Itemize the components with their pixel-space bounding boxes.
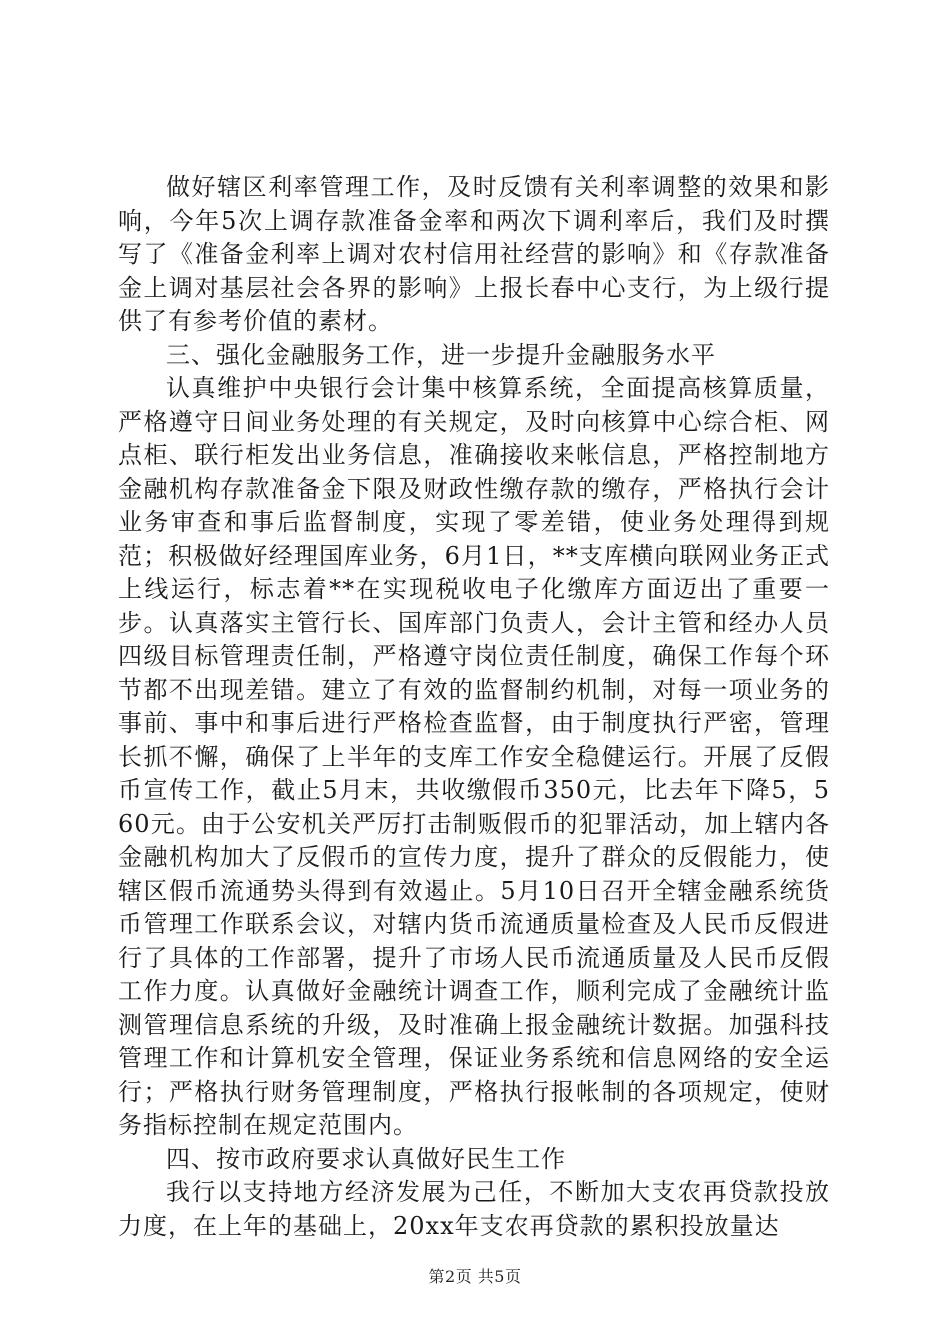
paragraph-interest-rate-management: 做好辖区利率管理工作，及时反馈有关利率调整的效果和影响，今年5次上调存款准备金率和两次下调利率后，我们及时撰写了《准备金利率上调对农村信用社经营的影响》和《存款准备金上调对基层社会各界的影响》上报长春中心支行，为上级行提供了有参考价值的素材。 [118,173,830,335]
section-heading-financial-services: 三、强化金融服务工作，进一步提升金融服务水平 [166,340,716,369]
section-heading-livelihood-work: 四、按市政府要求认真做好民生工作 [166,1144,566,1173]
paragraph-livelihood-work: 我行以支持地方经济发展为己任，不断加大支农再贷款投放力度，在上年的基础上，20xx年支农再贷款的累积投放量达 [118,1178,830,1240]
paragraph-financial-services: 认真维护中央银行会计集中核算系统，全面提高核算质量，严格遵守日间业务处理的有关规定，及时向核算中心综合柜、网点柜、联行柜发出业务信息，准确接收来帐信息，严格控制地方金融机构存款准备金下限及财政性缴存款的缴存，严格执行会计业务审查和事后监督制度，实现了零差错，使业务处理得到规范；积极做好经理国库业务，6月1日，**支库横向联网业务正式上线运行，标志着**在实现税收电子化缴库方面迈出了重要一步。认真落实主管行长、国库部门负责人，会计主管和经办人员四级目标管理责任制，严格遵守岗位责任制度，确保工作每个环节都不出现差错。建立了有效的监督制约机制，对每一项业务的事前、事中和事后进行严格检查监督，由于制度执行严密，管理长抓不懈，确保了上半年的支库工作安全稳健运行。开展了反假币宣传工作，截止5月末，共收缴假币350元，比去年下降5，560元。由于公安机关严厉打击制贩假币的犯罪活动，加上辖内各金融机构加大了反假币的宣传力度，提升了群众的反假能力，使辖区假币流通势头得到有效遏止。5月10日召开全辖金融系统货币管理工作联系会议，对辖内货币流通质量检查及人民币反假进行了具体的工作部署，提升了市场人民币流通质量及人民币反假工作力度。认真做好金融统计调查工作，顺利完成了金融统计监测管理信息系统的升级，及时准确上报金融统计数据。加强科技管理工作和计算机安全管理，保证业务系统和信息网络的安全运行；严格执行财务管理制度，严格执行报帐制的各项规定，使财务指标控制在规定范围内。 [118,374,830,1139]
page-number-footer: 第2页 共5页 [428,1267,522,1286]
document-body [118,171,830,1243]
